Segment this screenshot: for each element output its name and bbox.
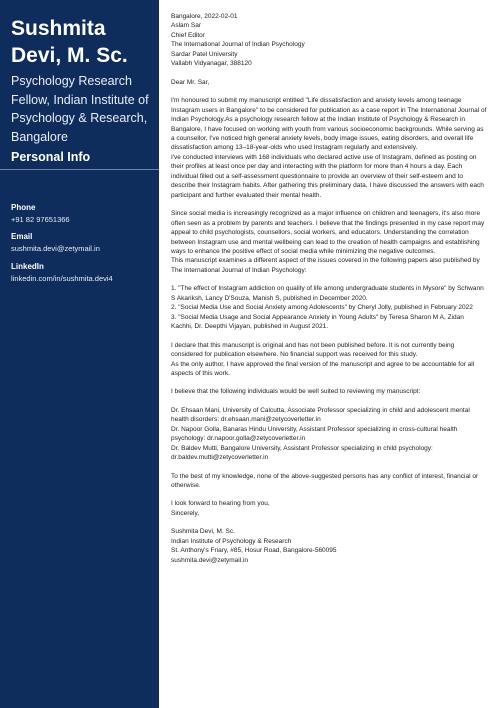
- signature-address: St. Anthony's Friary, #85, Hosur Road, Bangalore-560095: [171, 547, 337, 555]
- name-line-1: Sushmita: [11, 17, 106, 40]
- paragraph-declaration: I declare that this manuscript is original and has not been published before. It is not currently being considered for publication elsewhere. No financial support was received for this study.: [171, 341, 455, 359]
- paragraph-relevance: Since social media is increasingly recognized as a major influence on children and teenagers, it's also more often seen as a problem by parents and teachers. I believe that the findings presented in my case report may appeal to child psychologists, counsellors, social workers, and educators. Understanding the correlation between Instagram use and mental wellbeing can lead to the creation of health campaigns and establishing ways to enhance the positive effect of social media while minimizing the negative outcomes.: [171, 210, 485, 255]
- personal-info-heading: Personal Info: [11, 150, 91, 164]
- paragraph-intro: I'm honoured to submit my manuscript entitled "Life dissatisfaction and anxiety levels among teenage Instagram users in Bangalore" to be considered for publication as a case report in The International Journal of Indian Psychology.As a psychology research fellow at the Indian Institute of Psychology & Research in Bangalore, I have focused on working with youth from various socioeconomic backgrounds. While serving as a counsellor, I've noticed high general anxiety levels, body image issues, eating disorders, and overall life dissatisfaction among 13–18-year-olds who used Instagram regularly and extensively.: [171, 97, 487, 152]
- recipient-address: Vallabh Vidyanagar, 388120: [171, 60, 252, 68]
- cover-letter-body: [171, 12, 487, 565]
- email-label: Email: [11, 232, 33, 241]
- signature-email[interactable]: sushmita.devi@zetymail.in: [171, 556, 249, 564]
- letter-date-line: Bangalore, 2022-02-01: [171, 13, 238, 20]
- phone-value: +91 82 97651366: [11, 215, 70, 224]
- signature-institute: Indian Institute of Psychology & Research: [171, 537, 292, 545]
- recipient-block: [171, 12, 487, 69]
- job-title: Psychology Research Fellow, Indian Institute of Psychology & Research, Bangalore: [11, 74, 149, 144]
- paragraph-authorship: As the only author, I have approved the final version of the manuscript and agree to be accountable for all aspects of this work.: [171, 360, 475, 377]
- paragraph-related: This manuscript examines a different aspect of the issues covered in the following papers also published by The International Journal of Indian Psychology:: [171, 257, 480, 274]
- candidate-name: [11, 15, 156, 69]
- recipient-journal: The International Journal of Indian Psychology: [171, 41, 305, 49]
- email-value[interactable]: sushmita.devi@zetymail.in: [11, 244, 100, 253]
- recipient-university: Sardar Patel University: [171, 50, 238, 58]
- salutation: Dear Mr. Sar,: [171, 78, 210, 86]
- paragraph-conflict: To the best of my knowledge, none of the above-suggested persons has any conflict of interest, financial or otherwise.: [171, 472, 479, 490]
- linkedin-label: LinkedIn: [11, 262, 44, 271]
- phone-label: Phone: [11, 203, 36, 212]
- closing-line: I look forward to hearing from you,: [171, 500, 270, 508]
- section-divider: [0, 169, 159, 170]
- reviewer-list: [171, 406, 487, 463]
- name-line-2: Devi, M. Sc.: [11, 44, 128, 67]
- reference-list: [171, 284, 487, 331]
- recipient-title: Chief Editor: [171, 31, 205, 39]
- sidebar: [0, 0, 159, 708]
- recipient-name: Aslam Sar: [171, 22, 201, 30]
- paragraph-method: I've conducted interviews with 168 individuals who declared active use of Instagram, defined as posting on their profiles at least once per day and interacting with the platform for more than 4 hours a day. Each individual filled out a self-assessment questionnaire to provide an overview of their self-esteem and to describe their Instagram habits. After gathering this preliminary data, I have discussed the answers with each participant and further evaluated their mental health.: [171, 153, 484, 199]
- reference-item: 1. "The effect of Instagram addiction on quality of life among undergraduate students in Mysore" by Schwann S Akariksh, Lancy D'Souza, Manish S, published in December 2020.: [171, 285, 484, 302]
- reference-item: 2. "Social Media Use and Social Anxiety among Adolescents" by Cheryl Jolly, published in February 2022: [171, 304, 473, 312]
- signature-name: Sushmita Devi, M. Sc.: [171, 528, 235, 536]
- paragraph-reviewers-intro: I believe that the following individuals would be well suited to reviewing my manuscript:: [171, 388, 421, 396]
- reviewer-item: Dr. Napoor Golla, Banaras Hindu University, Assistant Professor specializing in cross-cultural health psychology: dr.napoor.golla@zetycoverletter.in: [171, 425, 458, 443]
- reference-item: 3. "Social Media Usage and Social Appearance Anxiety in Young Adults" by Teresa Sharon M A, Zidan Kachhi, Dr. Deepthi Vijayan, published in August 2021.: [171, 313, 464, 331]
- closing: [171, 499, 487, 518]
- linkedin-value[interactable]: linkedin.com/in/sushmita.devi4: [11, 274, 113, 283]
- sign-off: Sincerely,: [171, 509, 200, 517]
- reviewer-item: Dr. Ehsaan Mani, University of Calcutta, Associate Professor specializing in child and adolescent mental health disorders: dr.ehsaan.mani@zetycoverletter.in: [171, 406, 470, 424]
- reviewer-item: Dr. Baldev Mutti, Bangalore University, Assistant Professor specializing in child psychology: dr.baldev.mutti@zetycoverletter.in: [171, 444, 433, 462]
- signature-block: [171, 527, 487, 565]
